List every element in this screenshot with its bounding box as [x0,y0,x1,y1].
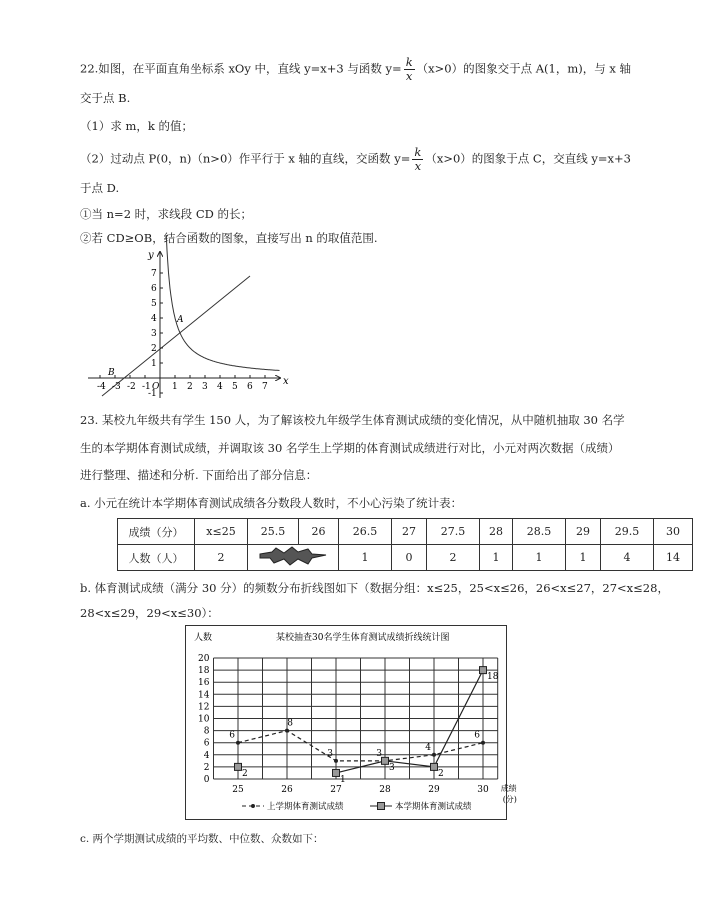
x-tick-label: -2 [127,382,136,392]
y-tick-label: 5 [151,299,157,309]
data-label: 3 [327,748,333,759]
q23-part-b: b. 体育测试成绩（满分 30 分）的频数分布折线图如下（数据分组：x≤25，25<x≤26，26<x≤27，27<x≤28， [80,581,669,595]
legend-marker [251,804,255,808]
q23-part-a: a. 小元在统计本学期体育测试成绩各分数段人数时，不小心污染了统计表： [80,496,463,510]
origin-label: O [152,382,160,392]
q22-part2 [80,146,631,173]
x-axis-unit: (分) [502,795,517,804]
denominator: x [414,159,422,173]
q22-line1 [80,56,631,83]
x-axis-label: x [283,376,289,387]
table-header-cell: 29 [566,519,601,545]
table-cell: 1 [513,545,566,571]
table-cell: 14 [654,545,693,571]
y-tick-label: 3 [151,329,157,339]
table-header-cell: 25.5 [248,519,299,545]
q22-line5: 于点 D. [80,181,120,195]
table-header-cell: 27.5 [427,519,480,545]
q22-part1: （1）求 m，k 的值； [80,119,194,133]
x-tick-label: 3 [202,382,208,392]
q22-sub1: ①当 n=2 时，求线段 CD 的长； [80,207,252,221]
y-tick-label: 4 [151,314,157,324]
y-tick-label: 16 [198,678,210,689]
data-label: 3 [376,748,382,759]
data-point [382,757,389,764]
legend-marker [378,803,385,810]
data-label: 3 [389,762,395,773]
table-cell: 4 [601,545,654,571]
y-tick-label: 2 [151,344,157,354]
data-label: 6 [229,730,235,741]
x-tick-label: 27 [330,785,342,795]
table-cell: 人数（人） [118,545,195,571]
q23-line3: 进行整理、描述和分析. 下面给出了部分信息： [80,468,318,482]
y-tick-label: 10 [198,714,210,725]
x-tick-label: 1 [172,382,178,392]
q23-line1: 23. 某校九年级共有学生 150 人，为了解该校九年级学生体育测试成绩的变化情况，从中随机抽取 30 名学 [80,413,625,427]
table-header-cell: 27 [392,519,427,545]
x-tick-label: 7 [262,382,268,392]
data-label: 2 [242,768,248,779]
q23-part-b-line2: 28<x≤29，29<x≤30）： [80,606,219,620]
table-cell: 1 [480,545,513,571]
table-cell: 1 [339,545,392,571]
x-axis-title: 成绩 [500,784,517,793]
table-header-cell: 28 [480,519,513,545]
q22-sub2: ②若 CD≥OB，结合函数的图象，直接写出 n 的取值范围. [80,231,378,245]
text: （x>0）的图象于点 C，交直线 y=x+3 [425,151,631,166]
y-tick-label: 6 [203,738,210,749]
x-tick-label: 30 [477,785,489,795]
y-tick-label: 4 [203,750,210,761]
q22-line2: 交于点 B. [80,91,131,105]
y-tick-label: 7 [151,269,157,279]
x-tick-label: 5 [232,382,238,392]
y-tick-label: 12 [198,702,210,713]
fraction [404,56,415,83]
x-tick-label: -3 [112,382,121,392]
table-row [118,545,693,571]
legend-label: 上学期体育测试成绩 [267,802,344,812]
y-tick-label: 2 [203,762,210,773]
legend-label: 本学期体育测试成绩 [395,802,472,812]
fraction [412,146,423,173]
numerator: k [414,145,422,159]
x-tick-label: -1 [142,382,151,392]
data-point [285,729,289,733]
table-header-cell: 成绩（分） [118,519,195,545]
data-point [431,763,438,770]
data-label: 8 [287,718,293,729]
data-label: 2 [438,768,444,779]
y-axis-label: y [148,250,154,261]
table-cell: 2 [195,545,248,571]
stained-cell [248,545,339,571]
function-graph [80,248,290,400]
table-header-cell: x≤25 [195,519,248,545]
q23-part-c: c. 两个学期测试成绩的平均数、中位数、众数如下： [80,833,324,845]
x-tick-label: 25 [232,785,244,795]
table-header-cell: 26.5 [339,519,392,545]
data-point [334,759,338,763]
table-cell: 2 [427,545,480,571]
table-header-cell: 26 [299,519,339,545]
table-header-row [118,519,693,545]
data-point [481,741,485,745]
y-tick-label: 14 [198,690,210,701]
numerator: k [405,55,413,69]
data-label: 4 [425,742,431,753]
hyperbola-curve [166,235,279,370]
x-tick-label: 6 [247,382,253,392]
y-tick-label: 1 [151,359,157,369]
data-label: 6 [474,730,480,741]
data-point [432,753,436,757]
x-tick-label: 28 [379,785,391,795]
line-chart [185,625,517,820]
y-tick-label: 18 [198,666,210,677]
text: （2）过动点 P(0，n)（n>0）作平行于 x 轴的直线，交函数 y= [80,151,411,166]
x-tick-label: -4 [97,382,106,392]
y-tick-label: 20 [198,654,210,664]
text: 22.如图，在平面直角坐标系 xOy 中，直线 y=x+3 与函数 y= [80,61,402,76]
data-point [236,741,240,745]
data-point [333,769,340,776]
x-tick-label: 29 [428,785,440,795]
denominator: x [405,69,413,83]
point-a-label: A [177,315,184,325]
y-tick-label: 0 [203,775,210,785]
data-point [480,667,487,674]
data-point [235,763,242,770]
table-header-cell: 28.5 [513,519,566,545]
y-axis-title: 人数 [194,633,213,643]
q23-line2: 生的本学期体育测试成绩，并调取该 30 名学生上学期的体育测试成绩进行对比，小元对两次数据（成绩） [80,441,620,455]
data-label: 18 [487,672,499,683]
data-label: 1 [340,774,346,785]
y-tick-label: -1 [148,389,157,399]
table-cell: 0 [392,545,427,571]
y-tick-label: 6 [151,284,157,294]
table-header-cell: 29.5 [601,519,654,545]
table-cell: 1 [566,545,601,571]
text: （x>0）的图象交于点 A(1，m)，与 x 轴 [416,61,632,76]
x-tick-label: 4 [217,382,223,392]
x-tick-label: 2 [187,382,193,392]
point-b-label: B [108,368,115,378]
y-tick-label: 8 [203,726,210,737]
score-table [117,518,693,571]
chart-title: 某校抽查30名学生体育测试成绩折线统计图 [276,633,450,643]
ink-stain [258,546,328,566]
x-tick-label: 26 [281,785,293,795]
table-header-cell: 30 [654,519,693,545]
